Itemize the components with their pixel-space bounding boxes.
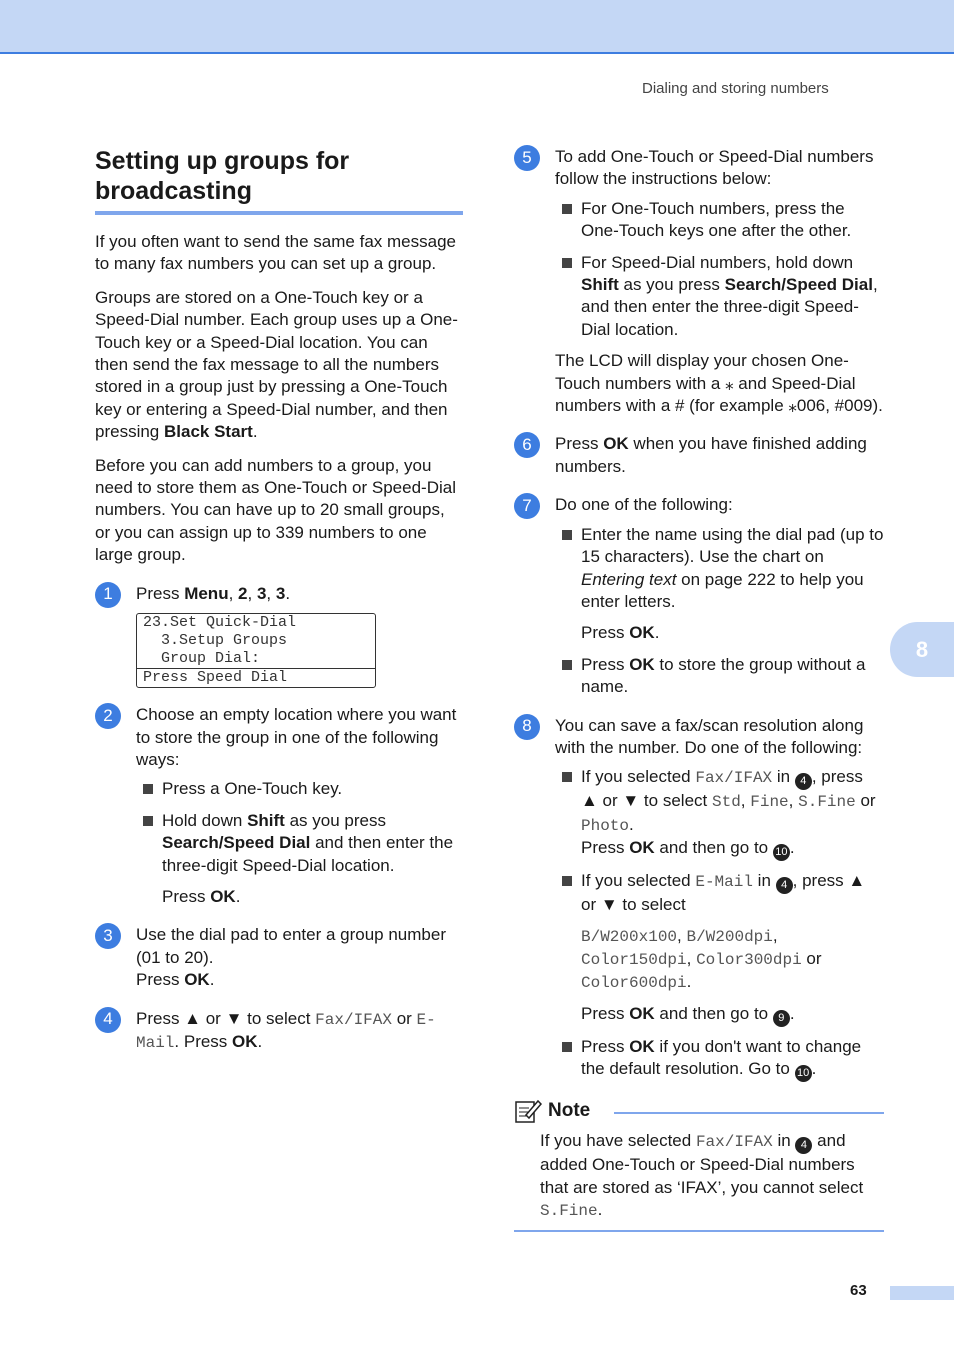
bullet-item: If you selected E-Mail in 4 , press ▲ or ▼ to select B/W200x100, B/W200dpi, Color150dpi, Color300dpi or Color600dpi. Press OK and then go to 9 . <box>555 870 884 1027</box>
step-ref: 4 <box>795 1137 812 1154</box>
page-number-bar <box>890 1286 954 1300</box>
lcd-line: 3.Setup Groups <box>143 632 288 650</box>
lcd-note: The LCD will display your chosen One-Touch numbers with a ⁎ and Speed-Dial numbers with a # (for example ⁎006, #009). <box>555 351 883 416</box>
note-pencil-icon <box>514 1098 542 1124</box>
bullet-item: Press OK if you don't want to change the default resolution. Go to 10 . <box>555 1036 884 1082</box>
right-column <box>514 146 884 1232</box>
bullet-list <box>136 778 463 877</box>
step-number-badge: 1 <box>95 582 121 608</box>
step-2: 2 Choose an empty location where you want to store the group in one of the following ways: Press a One-Touch key. Hold down Shift as you press Search/Speed Dial and then enter the three-digit Speed-Dial location. Press OK. <box>95 704 463 908</box>
groups-paragraph: Groups are stored on a One-Touch key or a Speed-Dial number. Each group uses up a One-Touch key or a Speed-Dial location. You can then send the fax message to all the numbers stored in a group just by pressing a One-Touch key or entering a Speed-Dial number, and then pressing Black Start. <box>95 287 458 442</box>
step-number-badge: 8 <box>514 714 540 740</box>
header-bar <box>0 0 954 54</box>
step-6: 6 Press OK when you have finished adding numbers. <box>514 433 884 478</box>
step-number-badge: 5 <box>514 145 540 171</box>
note-text: If you have selected Fax/IFAX in 4 and added One-Touch or Speed-Dial numbers that are stored as ‘IFAX’, you cannot select S.Fine. <box>540 1131 864 1220</box>
step-5: 5 To add One-Touch or Speed-Dial numbers follow the instructions below: For One-Touch numbers, press the One-Touch keys one after the other. For Speed-Dial numbers, hold down Shift as you press Search/Speed Dial, and then enter the three-digit Speed-Dial location. The LCD will display your chosen One-Touch numbers with a ⁎ and Speed-Dial numbers with a # (for example ⁎006, #009). <box>514 146 884 417</box>
note-box <box>514 1098 884 1232</box>
note-title: Note <box>548 1099 591 1121</box>
intro-paragraph: If you often want to send the same fax message to many fax numbers you can set up a group. <box>95 232 456 274</box>
section-title: Setting up groups for broadcasting <box>95 147 350 205</box>
step-ref: 10 <box>795 1065 812 1082</box>
lcd-line: 23.Set Quick-Dial <box>143 614 297 632</box>
lcd-display <box>136 613 376 688</box>
bullet-item: Enter the name using the dial pad (up to 15 characters). Use the chart on Entering text on page 222 to help you enter letters. <box>555 524 884 614</box>
bullet-item: Hold down Shift as you press Search/Speed Dial and then enter the three-digit Speed-Dial location. <box>136 810 463 877</box>
step-8: 8 You can save a fax/scan resolution along with the number. Do one of the following: If you selected Fax/IFAX in 4 , press ▲ or ▼ to select Std, Fine, S.Fine or Photo. Press OK and then go to 10 . If you selected E-Mail in 4 , press ▲ or ▼ to select B/W200x100, B/W200dpi, Color150dpi, Color300dpi or Color600dpi. Press OK and then go to 9 . Press OK if you don't want to change the default resolution. Go to 10 . <box>514 715 884 1083</box>
step-number-badge: 2 <box>95 703 121 729</box>
note-bottom-rule <box>514 1230 884 1232</box>
step-number-badge: 3 <box>95 923 121 949</box>
bullet-item: Press a One-Touch key. <box>136 778 463 800</box>
chapter-tab: 8 <box>890 622 954 677</box>
page-number: 63 <box>850 1282 867 1299</box>
bullet-item: Press OK to store the group without a name. <box>555 654 884 699</box>
before-paragraph: Before you can add numbers to a group, you need to store them as One-Touch or Speed-Dial numbers. You can have up to 20 small groups, or you can assign up to 339 numbers to one large group. <box>95 455 456 565</box>
note-rule <box>614 1112 884 1114</box>
bullet-item: If you selected Fax/IFAX in 4 , press ▲ or ▼ to select Std, Fine, S.Fine or Photo. Press OK and then go to 10 . <box>555 766 884 861</box>
step-number-badge: 7 <box>514 493 540 519</box>
running-header: Dialing and storing numbers <box>642 80 829 97</box>
bullet-item: For Speed-Dial numbers, hold down Shift as you press Search/Speed Dial, and then enter the three-digit Speed-Dial location. <box>555 252 884 342</box>
bullet-list <box>555 654 884 699</box>
step-number-badge: 4 <box>95 1007 121 1033</box>
bullet-item: For One-Touch numbers, press the One-Touch keys one after the other. <box>555 198 884 243</box>
lcd-line: Group Dial: <box>143 650 261 668</box>
step-ref: 9 <box>773 1010 790 1027</box>
step-1: 1 Press Menu, 2, 3, 3. 23.Set Quick-Dial 3.Setup Groups Group Dial: Press Speed Dial <box>95 583 463 688</box>
bullet-list <box>555 524 884 614</box>
step-3: 3 Use the dial pad to enter a group number (01 to 20). Press OK. <box>95 924 463 991</box>
step-7: 7 Do one of the following: Enter the name using the dial pad (up to 15 characters). Use the chart on Entering text on page 222 to help you enter letters. Press OK. Press OK to store the group without a name. <box>514 494 884 698</box>
left-column <box>95 146 463 1070</box>
press-ok: Press OK. <box>162 886 241 906</box>
bullet-list <box>555 198 884 341</box>
lcd-line: Press Speed Dial <box>137 668 375 687</box>
step-number-badge: 6 <box>514 432 540 458</box>
step-4: 4 Press ▲ or ▼ to select Fax/IFAX or E-Mail. Press OK. <box>95 1008 463 1055</box>
step-ref: 10 <box>773 844 790 861</box>
title-rule <box>95 211 463 215</box>
bullet-list <box>555 766 884 1082</box>
step-ref: 4 <box>776 877 793 894</box>
step-ref: 4 <box>795 773 812 790</box>
